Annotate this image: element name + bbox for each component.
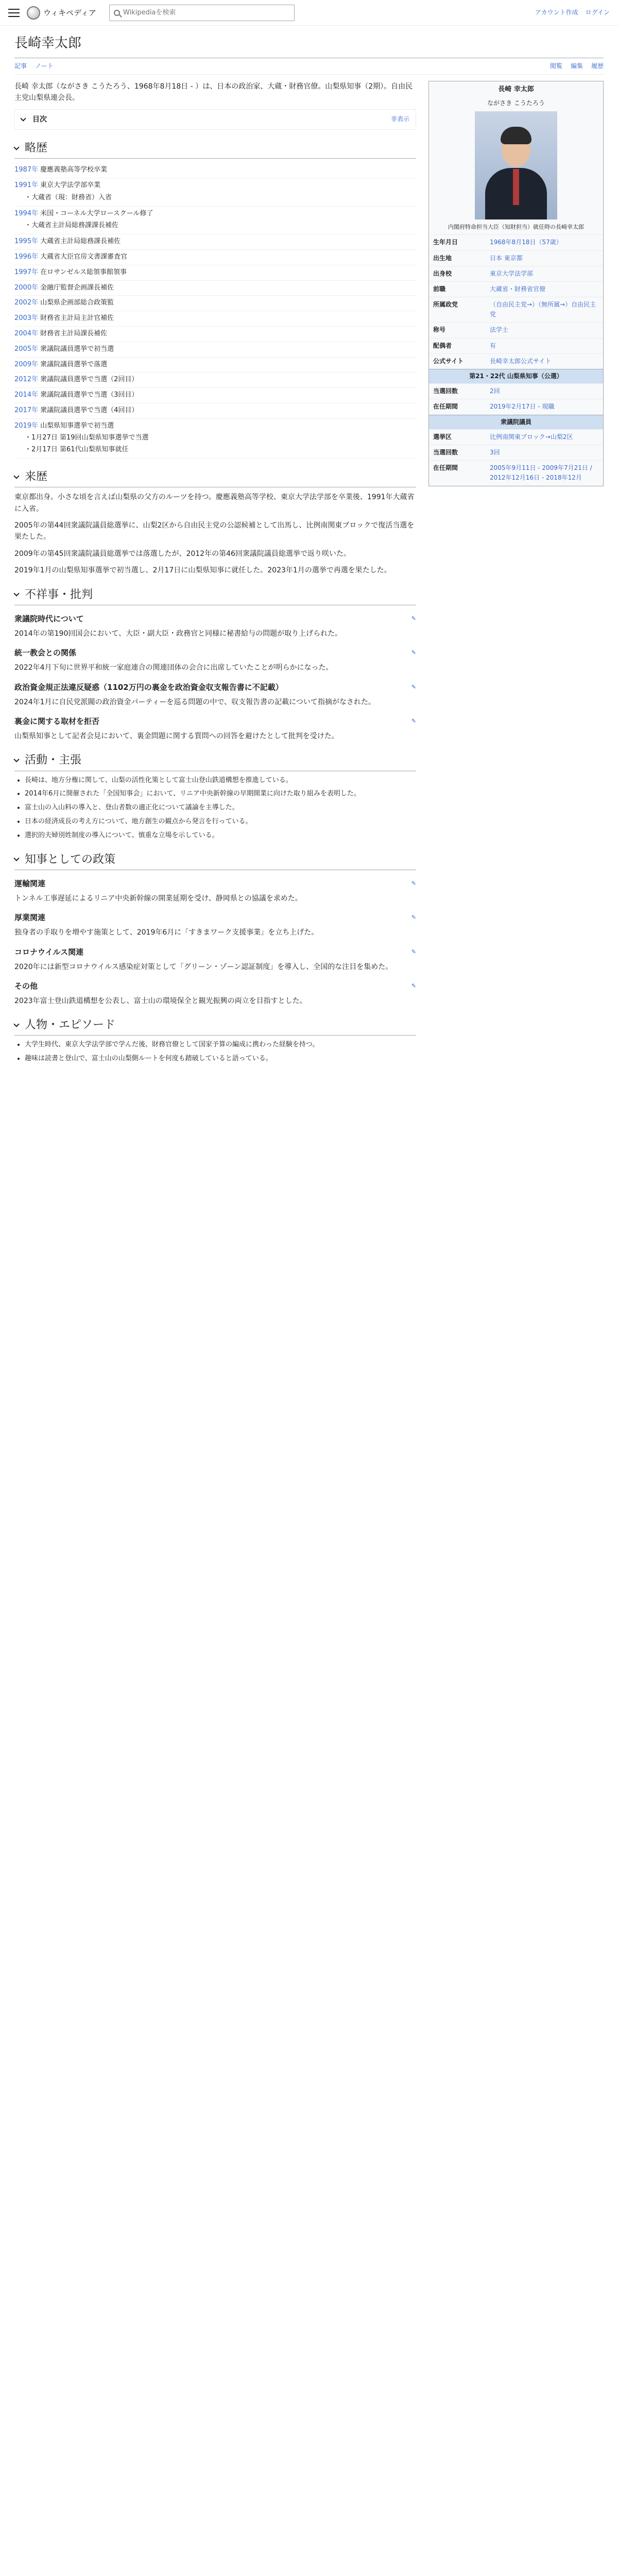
edit-pencil-icon[interactable]: ✎ [411, 718, 416, 725]
portrait-tie [513, 169, 519, 205]
chevron-down-icon[interactable] [13, 756, 19, 762]
timeline-text: 財務省主計局主計官補佐 [40, 314, 114, 323]
episode-item: • 大学生時代、東京大学法学部で学んだ後、財務官僚として国家予算の編成に携わった経験を持つ。 [25, 1040, 416, 1050]
timeline-item [14, 327, 416, 342]
timeline-item [14, 207, 416, 235]
timeline-year[interactable]: 2002年 [14, 299, 39, 307]
lead-paragraph: 長崎 幸太郎（ながさき こうたろう、1968年8月18日 - ）は、日本の政治家、大蔵・財務官僚。山梨県知事（2期）。自由民主党山梨県連会長。 [14, 82, 413, 103]
edit-pencil-icon[interactable]: ✎ [411, 982, 416, 990]
infobox-key: 配偶者 [433, 342, 452, 349]
timeline-text: 衆議院議員選挙で当選（4回目） [40, 406, 139, 414]
timeline-text: 慶應義塾高等学校卒業 [40, 166, 108, 174]
login-link[interactable]: ログイン [585, 8, 610, 16]
infobox-key: 在任期間 [433, 464, 458, 472]
infobox-value[interactable]: 2005年9月11日 - 2009年7月21日 / 2012年12月16日 - 2018年12月 [490, 464, 592, 482]
section-title: 不祥事・批判 [25, 588, 93, 601]
subsection-paragraph: 独身者の手取りを増やす施策として、2019年6月に「すきまワーク支援事業」を立ち上げた。 [14, 928, 319, 937]
timeline-year[interactable]: 2014年 [14, 391, 39, 399]
tab-read[interactable]: 閲覧 [550, 62, 562, 70]
tab-history[interactable]: 履歴 [591, 62, 604, 70]
timeline-year[interactable]: 1987年 [14, 166, 39, 174]
subsection-paragraph: 2014年の第190回国会において、大臣・副大臣・政務官と同様に秘書給与の問題が取り上げられた。 [14, 629, 342, 638]
chevron-down-icon[interactable] [13, 855, 19, 861]
site-name: ウィキペディア [43, 8, 96, 18]
user-links [535, 8, 610, 18]
infobox-key: 生年月日 [433, 239, 458, 246]
tab-talk[interactable]: ノート [35, 62, 54, 70]
subsection-heading [14, 877, 416, 890]
infobox-value[interactable]: 3回 [490, 448, 500, 456]
timeline-text: 山梨県知事選挙で初当選 [40, 421, 114, 430]
timeline-item [14, 250, 416, 265]
subsection-title: 厚業関連 [14, 913, 46, 923]
infobox-row [429, 281, 603, 297]
career-paragraph: 2019年1月の山梨県知事選挙で初当選し、2月17日に山梨県知事に就任した。2023年1月の選挙で再選を果たした。 [14, 566, 391, 575]
timeline-year[interactable]: 1995年 [14, 238, 39, 246]
subsection-title: その他 [14, 981, 38, 991]
timeline-year[interactable]: 2003年 [14, 314, 39, 323]
timeline-item [14, 372, 416, 388]
infobox-row [429, 383, 603, 399]
timeline-text: 山梨県企画部総合政策監 [40, 299, 114, 307]
infobox-row [429, 460, 603, 485]
edit-pencil-icon[interactable]: ✎ [411, 879, 416, 887]
toc-hide-toggle[interactable]: 非表示 [390, 115, 409, 123]
timeline-text: 大蔵省大臣官房文書課審査官 [40, 252, 128, 261]
infobox-key: 公式サイト [433, 357, 464, 365]
timeline-text: 衆議院議員選挙で当選（2回目） [40, 376, 139, 384]
infobox-row [429, 429, 603, 445]
subsection-title: 統一教会との関係 [14, 648, 77, 658]
hamburger-menu-icon[interactable] [8, 9, 20, 17]
timeline-year[interactable]: 2012年 [14, 376, 39, 384]
timeline-year[interactable]: 1994年 [14, 209, 39, 217]
infobox-row [429, 399, 603, 414]
wikipedia-globe-icon [27, 6, 40, 20]
timeline-subitem: ・大蔵省（現：財務省）入省 [25, 193, 112, 201]
infobox [428, 81, 604, 486]
subsection-title: 裏金に関する取材を拒否 [14, 716, 100, 726]
subsection-title: 運輸関連 [14, 878, 46, 888]
infobox-value[interactable]: 2回 [490, 387, 500, 395]
timeline-text: 在ロサンゼルス総領事館領事 [40, 268, 127, 276]
portrait-caption: 内閣府特命担当大臣（知財担当）就任時の長崎幸太郎 [448, 223, 584, 230]
timeline-text: 東京大学法学部卒業 [40, 181, 101, 189]
infobox-row [429, 297, 603, 322]
activity-item: • 長崎は、地方分権に関して、山梨の活性化策として富士山登山鉄道構想を推進している。 [25, 775, 416, 786]
chevron-down-icon[interactable] [13, 1021, 19, 1027]
timeline-item [14, 358, 416, 373]
subsection-paragraph: 2020年には新型コロナウイルス感染症対策として「グリーン・ゾーン認証制度」を導入し、全国的な注目を集めた。 [14, 962, 393, 971]
infobox-row [429, 445, 603, 460]
infobox-key: 在任期間 [433, 403, 458, 411]
section-title: 略歴 [25, 141, 48, 155]
section-policies [14, 851, 416, 1007]
infobox-band-representative: 衆議院議員 [429, 415, 603, 429]
timeline-text: 衆議院議員選挙で初当選 [40, 345, 114, 353]
career-paragraph: 2005年の第44回衆議院議員総選挙に、山梨2区から自由民主党の公認候補として出馬し、比例南関東ブロックで復活当選を果たした。 [14, 521, 415, 541]
search-icon [114, 10, 120, 16]
timeline-item [14, 178, 416, 207]
edit-pencil-icon[interactable]: ✎ [411, 615, 416, 622]
tab-article[interactable]: 記事 [14, 62, 27, 70]
top-bar [0, 0, 618, 26]
activity-item: • 選択的夫婦別姓制度の導入について、慎重な立場を示している。 [25, 831, 416, 841]
portrait-hair [501, 127, 531, 144]
subsection-heading [14, 911, 416, 924]
timeline-item [14, 403, 416, 419]
infobox-key: 出身校 [433, 269, 452, 277]
table-of-contents [14, 109, 416, 130]
timeline-text: 金融庁監督企画課長補佐 [40, 283, 114, 292]
article-content [14, 75, 604, 1064]
subsection-heading [14, 715, 416, 727]
timeline-year[interactable]: 1996年 [14, 252, 39, 261]
site-logo[interactable] [27, 6, 109, 20]
timeline-item [14, 296, 416, 311]
timeline-item [14, 163, 416, 178]
edit-pencil-icon[interactable]: ✎ [411, 914, 416, 921]
infobox-key: 前職 [433, 285, 446, 293]
infobox-key: 所属政党 [433, 301, 458, 309]
timeline-item [14, 388, 416, 403]
subsection-paragraph: 山梨県知事として記者会見において、裏金問題に関する質問への回答を避けたとして批判を受けた。 [14, 732, 339, 740]
timeline-year[interactable]: 2004年 [14, 329, 39, 337]
section-episodes [14, 1016, 416, 1064]
section-title: 活動・主張 [25, 754, 82, 767]
search-input[interactable] [123, 9, 278, 16]
subsection-heading [14, 647, 416, 659]
subsection-paragraph: トンネル工事遅延によるリニア中央新幹線の開業延期を受け、静岡県との協議を求めた。 [14, 894, 302, 903]
chevron-down-icon[interactable] [13, 591, 19, 597]
section-title: 知事としての政策 [25, 853, 116, 866]
infobox-value[interactable]: 有 [490, 342, 496, 349]
infobox-key: 称号 [433, 326, 446, 334]
infobox-row [429, 353, 603, 369]
timeline-text: 衆議院議員選挙で落選 [40, 360, 108, 368]
timeline-subitem: ・大蔵省主計局総務課課長補佐 [25, 222, 119, 230]
timeline-item [14, 419, 416, 459]
chevron-down-icon[interactable] [13, 473, 19, 479]
infobox-row [429, 234, 603, 250]
infobox-value[interactable]: 比例南関東ブロック→山梨2区 [490, 433, 573, 440]
subsection-paragraph: 2022年4月下旬に世界平和統一家庭連合の関連団体の会合に出席していたことが明らかになった。 [14, 664, 333, 672]
infobox-value[interactable]: （自由民主党→）（無所属→）自由民主党 [490, 301, 596, 318]
subsection-title: 衆議院時代について [14, 614, 84, 623]
timeline-year[interactable]: 2000年 [14, 283, 39, 292]
infobox-key: 出生地 [433, 254, 452, 262]
timeline-text: 大蔵省主計局総務課長補佐 [40, 238, 121, 246]
search-box[interactable] [109, 5, 295, 21]
infobox-row [429, 322, 603, 337]
infobox-kana: ながさき こうたろう [487, 99, 545, 107]
page-body [0, 26, 618, 1064]
timeline-year[interactable]: 2005年 [14, 345, 39, 353]
chevron-down-icon[interactable] [13, 144, 19, 150]
activity-item: • 富士山の入山料の導入と、登山者数の適正化について議論を主導した。 [25, 803, 416, 814]
edit-pencil-icon[interactable]: ✎ [411, 948, 416, 955]
infobox-value[interactable]: 2019年2月17日 - 現職 [490, 403, 555, 411]
infobox-value[interactable]: 法学士 [490, 326, 509, 334]
section-title: 来歴 [25, 470, 48, 484]
timeline-item [14, 342, 416, 358]
subsection-title: コロナウイルス関連 [14, 947, 84, 957]
timeline-item [14, 311, 416, 327]
section-history [14, 139, 416, 459]
infobox-row [429, 266, 603, 281]
subsection-heading [14, 980, 416, 992]
timeline-year[interactable]: 1991年 [14, 181, 39, 189]
timeline-year[interactable]: 2009年 [14, 360, 39, 368]
infobox-value[interactable]: 東京大学法学部 [490, 269, 534, 277]
infobox-value[interactable]: 1968年8月18日（57歳） [490, 239, 562, 246]
timeline-item [14, 281, 416, 296]
infobox-band-governor: 第21・22代 山梨県知事（公選） [429, 369, 603, 383]
infobox-value[interactable]: 長崎幸太郎公式サイト [490, 357, 552, 365]
edit-pencil-icon[interactable]: ✎ [411, 683, 416, 690]
toc-title: 目次 [32, 115, 47, 124]
timeline-year[interactable]: 2019年 [14, 421, 39, 430]
activity-item: • 日本の経済成長の考え方について、地方創生の観点から発言を行っている。 [25, 817, 416, 827]
timeline-year[interactable]: 2017年 [14, 406, 39, 414]
subsection-paragraph: 2023年富士登山鉄道構想を公表し、富士山の環境保全と観光振興の両立を目指すとした。 [14, 996, 307, 1005]
infobox-key: 当選回数 [433, 448, 458, 456]
career-paragraph: 2009年の第45回衆議院議員総選挙では落選したが、2012年の第46回衆議院議員総選挙で返り咲いた。 [14, 549, 351, 558]
page-toolbar [14, 58, 604, 75]
timeline-subitem: ・2月17日 第61代山梨県知事就任 [25, 446, 129, 454]
section-activities [14, 751, 416, 841]
section-title: 人物・エピソード [25, 1019, 116, 1032]
timeline-subitem: ・1月27日 第19回山梨県知事選挙で当選 [25, 434, 149, 442]
infobox-value[interactable]: 大蔵省・財務省官僚 [490, 285, 546, 293]
infobox-key: 当選回数 [433, 387, 458, 395]
infobox-key: 選挙区 [433, 433, 452, 440]
subsection-heading [14, 613, 416, 625]
career-paragraph: 東京都出身。小さな頃を言えば山梨県の父方のルーツを持つ。慶應義塾高等学校、東京大学法学部を卒業後、1991年大蔵省に入省。 [14, 493, 415, 513]
subsection-heading [14, 946, 416, 958]
edit-pencil-icon[interactable]: ✎ [411, 649, 416, 656]
subsection-title: 政治資金規正法違反疑惑（1102万円の裏金を政治資金収支報告書に不記載） [14, 682, 283, 692]
infobox-name: 長崎 幸太郎 [498, 85, 534, 93]
create-account-link[interactable]: アカウント作成 [535, 8, 578, 16]
activity-item: • 2014年6月に開催された「全国知事会」において、リニア中央新幹線の早期開業に向けた取り組みを表明した。 [25, 789, 416, 800]
portrait-image[interactable] [475, 111, 557, 219]
timeline-year[interactable]: 1997年 [14, 268, 39, 276]
timeline-item [14, 234, 416, 250]
page-title: 長崎幸太郎 [14, 26, 604, 58]
infobox-value[interactable]: 日本 東京都 [490, 254, 523, 262]
section-career [14, 468, 416, 577]
tab-edit[interactable]: 編集 [570, 62, 583, 70]
chevron-down-icon[interactable] [20, 115, 26, 121]
timeline-item [14, 265, 416, 281]
subsection-paragraph: 2024年1月に自民党派閥の政治資金パーティーを巡る問題の中で、収支報告書の記載について指摘がなされた。 [14, 698, 375, 706]
infobox-row [429, 250, 603, 266]
timeline-text: 米国・コーネル大学ロースクール修了 [40, 209, 153, 217]
section-criticism [14, 586, 416, 742]
timeline-text: 衆議院議員選挙で当選（3回目） [40, 391, 139, 399]
subsection-heading [14, 681, 416, 693]
timeline-text: 財務省主計局課長補佐 [40, 329, 108, 337]
history-timeline [14, 163, 416, 459]
infobox-row [429, 338, 603, 353]
article-main [14, 75, 416, 1064]
episode-item: • 趣味は読書と登山で、富士山の山梨側ルートを何度も踏破していると語っている。 [25, 1054, 416, 1064]
